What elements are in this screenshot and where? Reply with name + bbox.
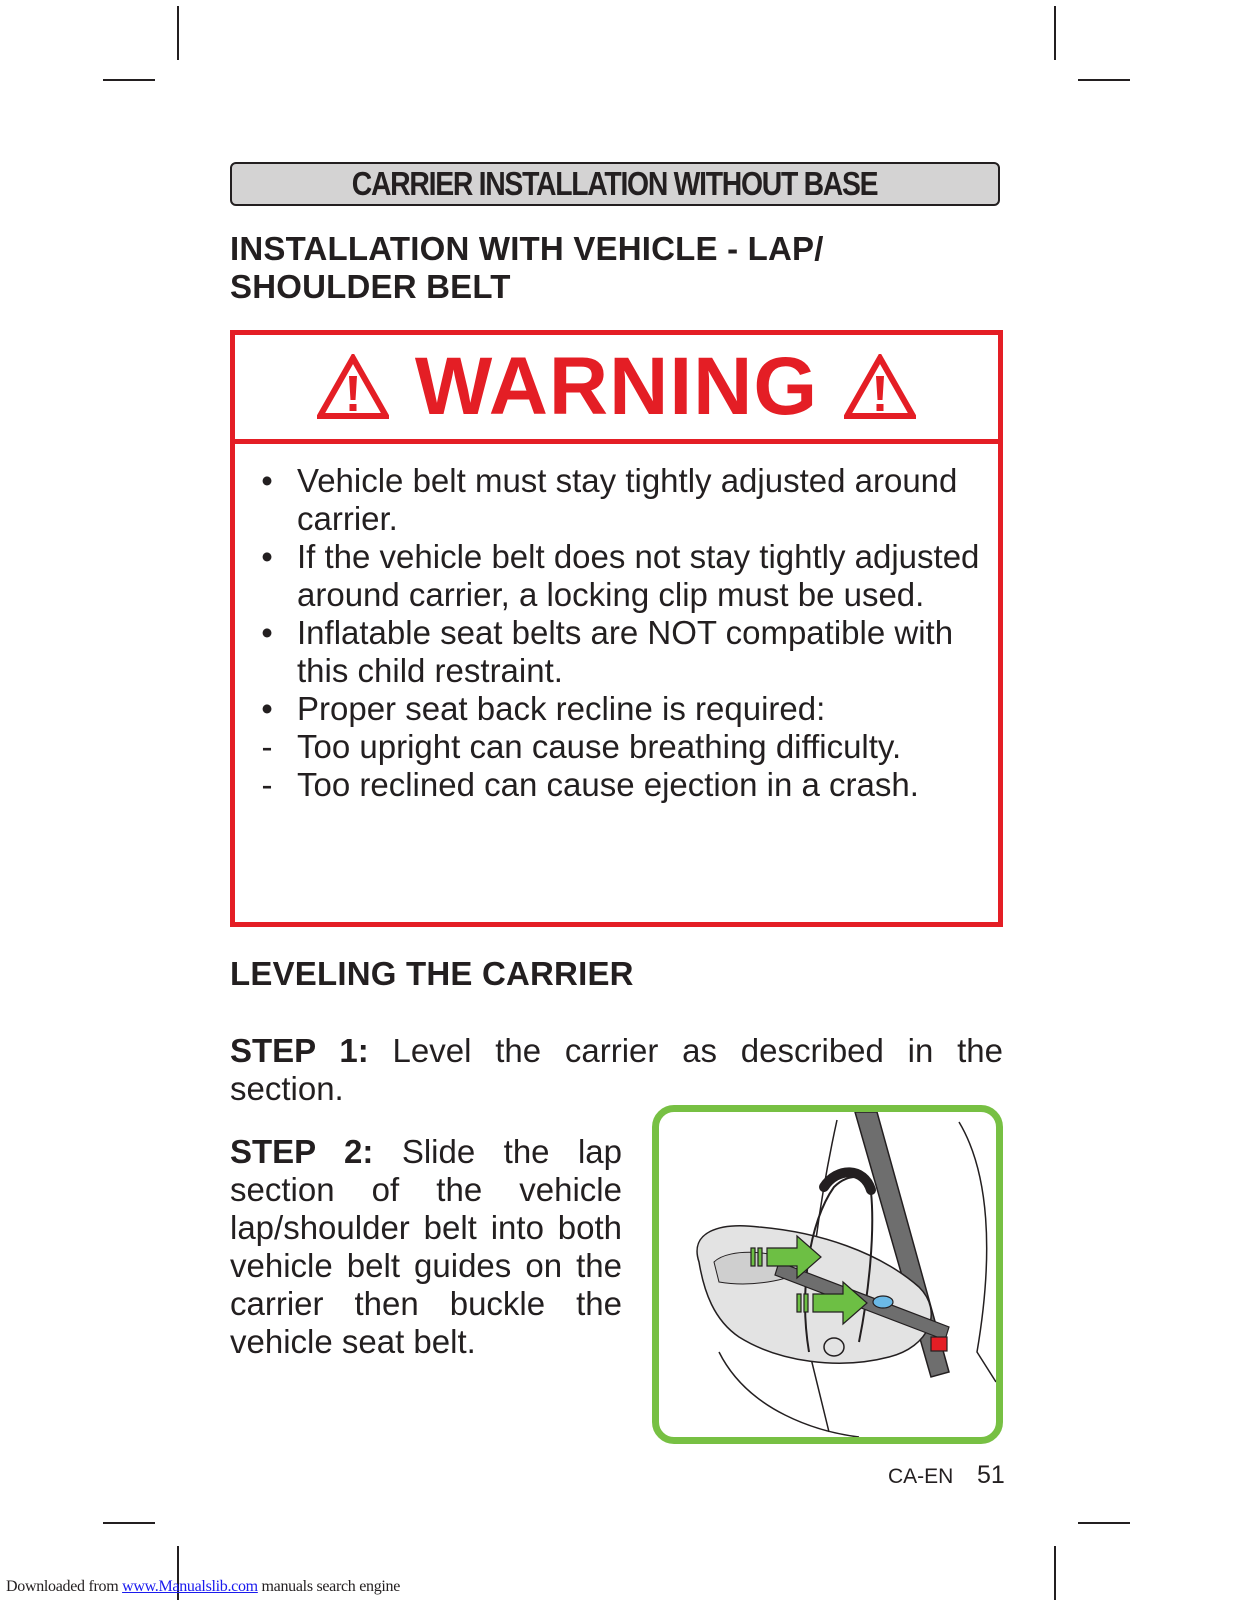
list-item: • Proper seat back recline is required: — [261, 690, 826, 727]
list-item: • Inflatable seat belts are NOT compatible with this child restraint. — [261, 614, 954, 689]
step-2 — [230, 1133, 622, 1361]
section-banner-label: CARRIER INSTALLATION WITHOUT BASE — [352, 165, 878, 202]
page-number: 51 — [977, 1461, 1005, 1489]
list-item: • Vehicle belt must stay tightly adjusted around carrier. — [261, 462, 958, 537]
crop-mark — [177, 6, 179, 60]
crop-mark — [1054, 6, 1056, 60]
carrier-belt-illustration — [652, 1105, 1003, 1444]
list-item: - Too reclined can cause ejection in a crash. — [261, 766, 919, 803]
step-text: Level the carrier as described in the section. — [230, 1032, 1004, 1107]
warning-heading: WARNING — [414, 341, 819, 432]
list-item: • If the vehicle belt does not stay tightly adjusted around carrier, a locking clip must be used. — [261, 538, 980, 613]
crop-mark — [103, 79, 155, 81]
step-1 — [230, 1032, 1003, 1108]
leveling-heading: LEVELING THE CARRIER — [230, 955, 634, 992]
step-label: STEP 2: — [230, 1133, 374, 1170]
crop-mark — [1054, 1546, 1056, 1600]
crop-mark — [1078, 79, 1130, 81]
list-item: - Too upright can cause breathing difficulty. — [261, 728, 902, 765]
section-banner — [230, 162, 1000, 206]
source-link[interactable]: www.Manualslib.com — [122, 1578, 258, 1595]
warning-box — [230, 330, 1003, 927]
crop-mark — [103, 1522, 155, 1524]
carrier-illustration-icon — [659, 1112, 996, 1437]
warning-header — [235, 335, 998, 444]
source-footer: Downloaded from www.Manualslib.com manuals search engine — [6, 1578, 401, 1595]
warning-triangle-icon — [317, 354, 389, 420]
warning-triangle-icon — [844, 354, 916, 420]
footer-language: CA-EN — [888, 1465, 954, 1488]
step-text: Slide the lap section of the vehicle lap/shoulder belt into both vehicle belt guides on the carrier then buckle the vehicle seat belt. — [230, 1133, 622, 1360]
page-subtitle: INSTALLATION WITH VEHICLE - LAP/ SHOULDER BELT — [230, 230, 824, 305]
warning-list — [235, 444, 998, 804]
step-label: STEP 1: — [230, 1032, 369, 1069]
crop-mark — [1078, 1522, 1130, 1524]
